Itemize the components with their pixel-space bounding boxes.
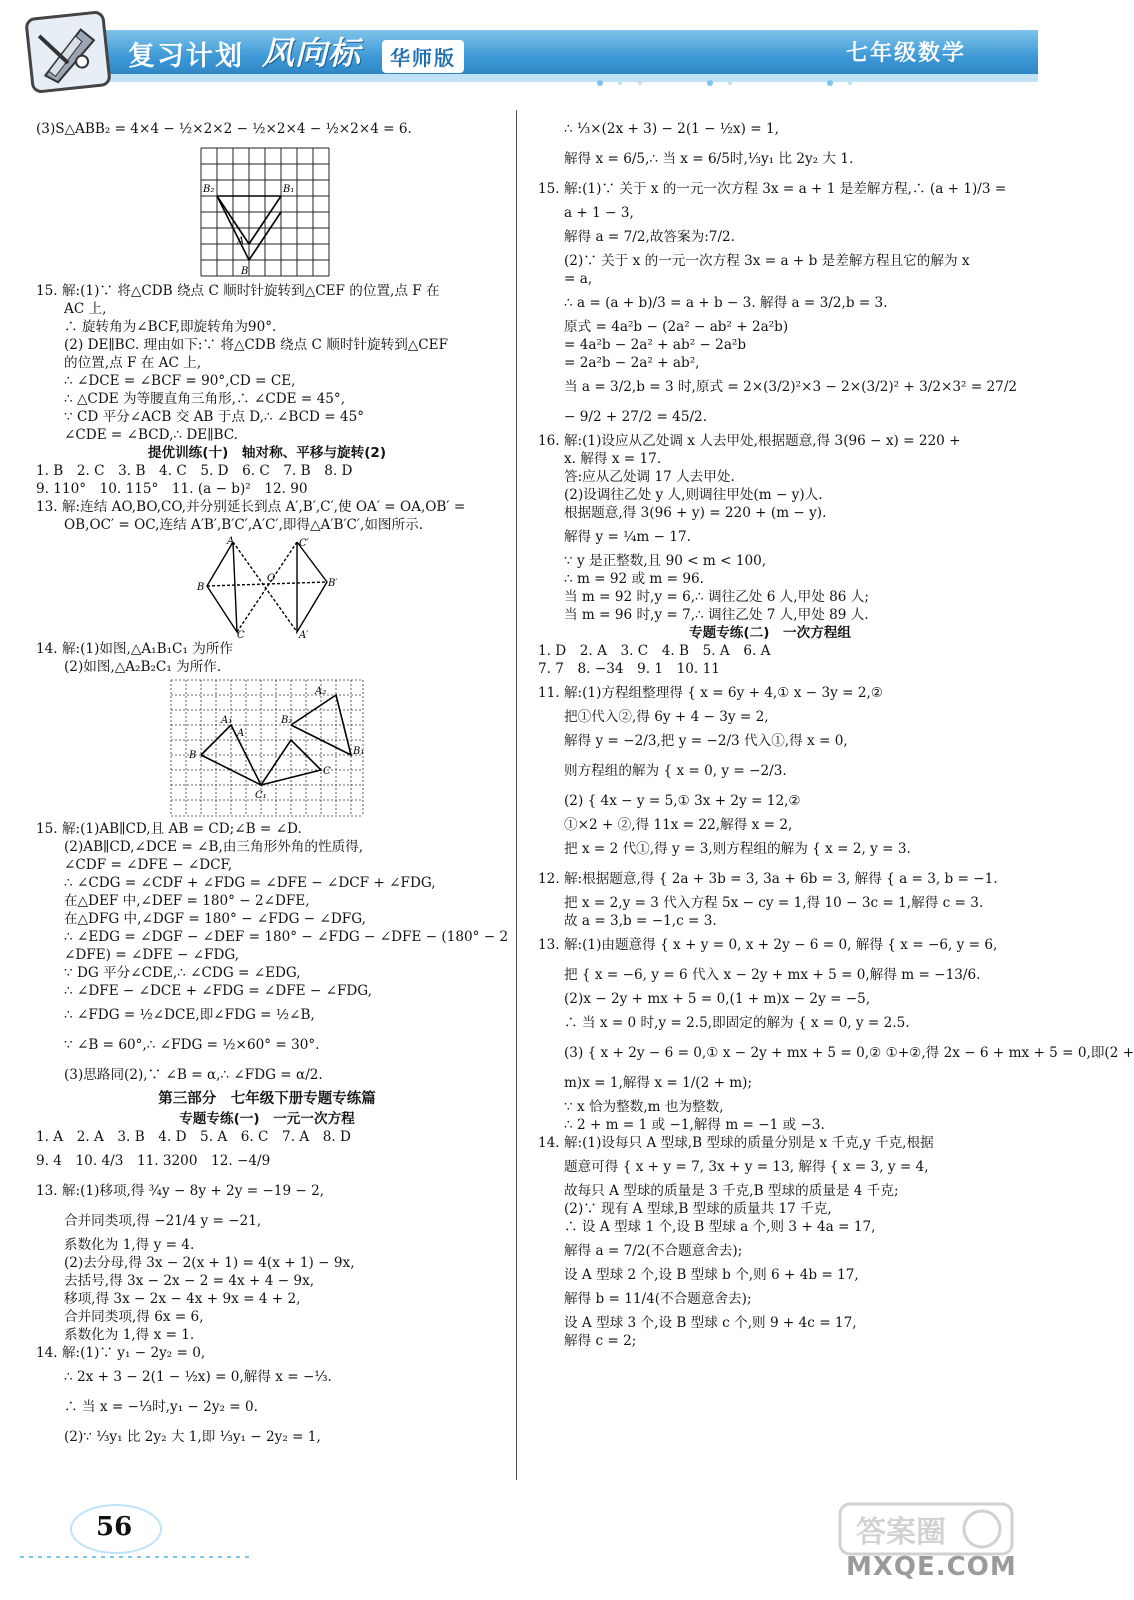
answer-line: 13. 解:(1)移项,得 ¾y − 8y + 2y = −19 − 2, bbox=[36, 1183, 325, 1199]
fig2-label: C′ bbox=[299, 538, 309, 549]
answer-line: 把①代入②,得 6y + 4 − 3y = 2, bbox=[564, 709, 769, 725]
fig2-label: B′ bbox=[328, 578, 338, 589]
answer-line: 1. D 2. A 3. C 4. B 5. A 6. A bbox=[538, 643, 771, 659]
answer-line: (2)设调往乙处 y 人,则调往甲处(m − y)人. bbox=[564, 487, 823, 503]
answer-line: ∵ y 是正整数,且 90 < m < 100, bbox=[564, 553, 767, 569]
answer-line: = a, bbox=[564, 271, 593, 287]
left-column bbox=[36, 114, 509, 1452]
answer-line: 系数化为 1,得 x = 1. bbox=[64, 1327, 195, 1343]
answer-line: (2)如图,△A₂B₂C₁ 为所作. bbox=[64, 659, 222, 675]
answer-line: 在△DFG 中,∠DGF = 180° − ∠FDG − ∠DFG, bbox=[64, 911, 366, 927]
watermark-text: MXQE.COM bbox=[846, 1552, 1017, 1582]
answer-line: 在△DEF 中,∠DEF = 180° − 2∠DFE, bbox=[64, 893, 310, 909]
section-title: 提优训练(十) 轴对称、平移与旋转(2) bbox=[147, 445, 387, 461]
fig3-label: A bbox=[237, 728, 245, 739]
answer-line: 16. 解:(1)设应从乙处调 x 人去甲处,根据题意,得 3(96 − x) = 220 + bbox=[538, 433, 961, 449]
answer-line: 11. 解:(1)方程组整理得 { x = 6y + 4,① x − 3y = 2,② bbox=[538, 685, 883, 701]
answer-line: ∴ ∠CDG = ∠CDF + ∠FDG = ∠DFE − ∠DCF + ∠FDG, bbox=[64, 875, 436, 891]
answer-line: 13. 解:(1)由题意得 { x + y = 0, x + 2y − 6 = 0, 解得 { x = −6, y = 6, bbox=[538, 937, 998, 953]
answer-line: 14. 解:(1)如图,△A₁B₁C₁ 为所作 bbox=[36, 641, 233, 657]
answer-line: 解得 x = 6/5,∴ 当 x = 6/5时,⅓y₁ 比 2y₂ 大 1. bbox=[564, 151, 854, 167]
answer-line: 解得 a = 7/2,故答案为:7/2. bbox=[564, 229, 735, 245]
series-logo-icon bbox=[24, 10, 112, 94]
answer-line: ∴ 当 x = 0 时,y = 2.5,即固定的解为 { x = 0, y = 2.5. bbox=[564, 1015, 910, 1031]
answer-line: ∴ ∠FDG = ½∠DCE,即∠FDG = ½∠B, bbox=[64, 1007, 315, 1023]
answer-line: ∴ a = (a + b)/3 = a + b − 3. 解得 a = 3/2,b = 3. bbox=[564, 295, 888, 311]
answer-line: (2) DE∥BC. 理由如下:∵ 将△CDB 绕点 C 顺时针旋转到△CEF bbox=[64, 337, 449, 353]
answer-line: (2)去分母,得 3x − 2(x + 1) = 4(x + 1) − 9x, bbox=[64, 1255, 355, 1271]
answer-line: 1. A 2. A 3. B 4. D 5. A 6. C 7. A 8. D bbox=[36, 1129, 351, 1145]
answer-line: 当 m = 92 时,y = 6,∴ 调往乙处 6 人,甲处 86 人; bbox=[564, 589, 869, 605]
answer-line: 把 x = 2 代①,得 y = 3,则方程组的解为 { x = 2, y = 3. bbox=[564, 841, 911, 857]
answer-line: ∴ ∠DCE = ∠BCF = 90°,CD = CE, bbox=[64, 373, 296, 389]
answer-line: 系数化为 1,得 y = 4. bbox=[64, 1237, 195, 1253]
fig3-label: C₁ bbox=[255, 790, 267, 801]
answer-line: ∵ CD 平分∠ACB 交 AB 于点 D,∴ ∠BCD = 45° bbox=[64, 409, 365, 425]
header-title: 复习计划 bbox=[128, 41, 244, 72]
answer-line: ∴ ⅓×(2x + 3) − 2(1 − ½x) = 1, bbox=[564, 121, 779, 137]
answer-line: 解得 y = ¼m − 17. bbox=[564, 529, 691, 545]
grid-figure-2 bbox=[167, 678, 367, 818]
answer-line: ∴ 设 A 型球 1 个,设 B 型球 a 个,则 3 + 4a = 17, bbox=[564, 1219, 876, 1235]
footer-dots-decoration bbox=[20, 1554, 250, 1560]
answer-line: 13. 解:连结 AO,BO,CO,并分别延长到点 A′,B′,C′,使 OA′ = OA,OB′ = bbox=[36, 499, 466, 515]
answer-line: ∠CDE = ∠BCD,∴ DE∥BC. bbox=[64, 427, 238, 443]
fig2-label: A′ bbox=[299, 630, 309, 641]
answer-line: (2) { 4x − y = 5,① 3x + 2y = 12,② bbox=[564, 793, 801, 809]
answer-line: 把 x = 2,y = 3 代入方程 5x − cy = 1,得 10 − 3c = 1,解得 c = 3. bbox=[564, 895, 984, 911]
answer-line: = 4a²b − 2a² + ab² − 2a²b bbox=[564, 337, 747, 353]
answer-line: x. 解得 x = 17. bbox=[564, 451, 662, 467]
answer-line: 答:应从乙处调 17 人去甲处. bbox=[564, 469, 735, 485]
answer-line: (2)∵ ⅓y₁ 比 2y₂ 大 1,即 ⅓y₁ − 2y₂ = 1, bbox=[64, 1429, 321, 1445]
answer-line: 当 m = 96 时,y = 7,∴ 调往乙处 7 人,甲处 89 人. bbox=[564, 607, 869, 623]
answer-line: 12. 解:根据题意,得 { 2a + 3b = 3, 3a + 6b = 3, 解得 { a = 3, b = −1. bbox=[538, 871, 998, 887]
page-footer bbox=[0, 1490, 1038, 1600]
answer-line: ∴ 当 x = −⅓时,y₁ − 2y₂ = 0. bbox=[64, 1399, 258, 1415]
answer-line: ∴ ∠DFE − ∠DCE + ∠FDG = ∠DFE − ∠FDG, bbox=[64, 983, 372, 999]
answer-line: OB,OC′ = OC,连结 A′B′,B′C′,A′C′,即得△A′B′C′,如图所示. bbox=[64, 517, 424, 533]
answer-line: ∠DFE) = ∠DFE − ∠FDG, bbox=[64, 947, 240, 963]
answer-line: ①×2 + ②,得 11x = 22,解得 x = 2, bbox=[564, 817, 793, 833]
answer-line: 15. 解:(1)AB∥CD,且 AB = CD;∠B = ∠D. bbox=[36, 821, 302, 837]
header-band-light bbox=[96, 74, 1038, 82]
answer-line: 1. B 2. C 3. B 4. C 5. D 6. C 7. B 8. D bbox=[36, 463, 353, 479]
answer-line: a + 1 − 3, bbox=[564, 205, 634, 221]
fig1-label: A bbox=[237, 236, 245, 247]
answer-line: (3)S△ABB₂ = 4×4 − ½×2×2 − ½×2×4 − ½×2×4 = 6. bbox=[36, 121, 412, 137]
answer-line: 的位置,点 F 在 AC 上, bbox=[64, 355, 202, 371]
answer-line: ∴ 旋转角为∠BCF,即旋转角为90°. bbox=[64, 319, 277, 335]
header-edition: 华师版 bbox=[382, 40, 464, 73]
header-subject: 七年级数学 bbox=[845, 41, 966, 66]
answer-line: 把 { x = −6, y = 6 代入 x − 2y + mx + 5 = 0,解得 m = −13/6. bbox=[564, 967, 981, 983]
fig2-label: A bbox=[227, 536, 235, 547]
answer-line: 解得 a = 7/2(不合题意舍去); bbox=[564, 1243, 743, 1259]
answer-line: ∠CDF = ∠DFE − ∠DCF, bbox=[64, 857, 233, 873]
page-number: 56 bbox=[96, 1512, 133, 1542]
answer-line: ∴ m = 92 或 m = 96. bbox=[564, 571, 704, 587]
section-title: 专题专练(一) 一元一次方程 bbox=[179, 1111, 355, 1127]
answer-line: AC 上, bbox=[64, 301, 107, 317]
answer-line: 14. 解:(1)设每只 A 型球,B 型球的质量分别是 x 千克,y 千克,根据 bbox=[538, 1135, 934, 1151]
fig3-label: B bbox=[189, 750, 197, 761]
column-divider bbox=[516, 110, 517, 1480]
section-title: 专题专练(二) 一次方程组 bbox=[689, 625, 851, 641]
fig2-label: B bbox=[197, 582, 205, 593]
fig1-label: B₁ bbox=[283, 184, 295, 195]
fig1-label: B bbox=[241, 266, 249, 277]
fig3-label: B₁ bbox=[353, 746, 365, 757]
answer-line: (2)AB∥CD,∠DCE = ∠B,由三角形外角的性质得, bbox=[64, 839, 364, 855]
answer-line: ∵ ∠B = 60°,∴ ∠FDG = ½×60° = 30°. bbox=[64, 1037, 320, 1053]
fig3-label: B₂ bbox=[281, 715, 293, 726]
answer-line: m)x = 1,解得 x = 1/(2 + m); bbox=[564, 1075, 753, 1091]
answer-line: (3)思路同(2),∵ ∠B = α,∴ ∠FDG = α/2. bbox=[64, 1067, 323, 1083]
answer-line: 15. 解:(1)∵ 将△CDB 绕点 C 顺时针旋转到△CEF 的位置,点 F 在 bbox=[36, 283, 440, 299]
answer-line: − 9/2 + 27/2 = 45/2. bbox=[564, 409, 708, 425]
answer-line: 解得 y = −2/3,把 y = −2/3 代入①,得 x = 0, bbox=[564, 733, 848, 749]
fig2-label: C bbox=[237, 630, 245, 641]
fig2-label: O bbox=[267, 573, 276, 584]
fig3-label: C bbox=[323, 766, 331, 777]
header-dots-decoration bbox=[590, 78, 890, 88]
rotation-figure bbox=[197, 536, 338, 641]
answer-line: ∵ x 恰为整数,m 也为整数, bbox=[564, 1099, 724, 1115]
right-column bbox=[538, 114, 1134, 1350]
answer-line: 设 A 型球 3 个,设 B 型球 c 个,则 9 + 4c = 17, bbox=[564, 1315, 857, 1331]
answer-line: 合并同类项,得 −21/4 y = −21, bbox=[64, 1213, 262, 1229]
answer-line: 解得 c = 2; bbox=[564, 1333, 637, 1349]
answer-line: 15. 解:(1)∵ 关于 x 的一元一次方程 3x = a + 1 是差解方程,∴ (a + 1)/3 = bbox=[538, 181, 1007, 197]
part-title: 第三部分 七年级下册专题专练篇 bbox=[158, 1091, 376, 1107]
answer-line: 去括号,得 3x − 2x − 2 = 4x + 4 − 9x, bbox=[64, 1273, 315, 1289]
answer-line: 移项,得 3x − 2x − 4x + 9x = 4 + 2, bbox=[64, 1291, 301, 1307]
answer-line: 9. 110° 10. 115° 11. (a − b)² 12. 90 bbox=[36, 481, 308, 497]
answer-line: ∴ 2 + m = 1 或 −1,解得 m = −1 或 −3. bbox=[564, 1117, 825, 1133]
fig1-label: B₂ bbox=[203, 184, 215, 195]
answer-line: 故 a = 3,b = −1,c = 3. bbox=[564, 913, 717, 929]
grid-figure-1 bbox=[197, 146, 337, 280]
answer-line: ∴ △CDE 为等腰直角三角形,∴ ∠CDE = 45°, bbox=[64, 391, 346, 407]
header-brand: 风向标 bbox=[262, 34, 362, 72]
answer-line: (3) { x + 2y − 6 = 0,① x − 2y + mx + 5 = 0,② ①+②,得 2x − 6 + mx + 5 = 0,即(2 + bbox=[564, 1045, 1134, 1061]
answer-line: = 2a²b − 2a² + ab², bbox=[564, 355, 700, 371]
fig3-label: A₁ bbox=[221, 715, 233, 726]
answer-line: (2)∵ 现有 A 型球,B 型球的质量共 17 千克, bbox=[564, 1201, 832, 1217]
page-header bbox=[0, 0, 1038, 96]
answer-line: 则方程组的解为 { x = 0, y = −2/3. bbox=[564, 763, 787, 779]
answer-line: 原式 = 4a²b − (2a² − ab² + 2a²b) bbox=[564, 319, 789, 335]
answer-line: ∴ 2x + 3 − 2(1 − ½x) = 0,解得 x = −⅓. bbox=[64, 1369, 332, 1385]
answer-line: 故每只 A 型球的质量是 3 千克,B 型球的质量是 4 千克; bbox=[564, 1183, 899, 1199]
answer-line: ∴ ∠EDG = ∠DGF − ∠DEF = 180° − ∠FDG − ∠DFE − (180° − 2 bbox=[64, 929, 509, 945]
answer-line: (2)∵ 关于 x 的一元一次方程 3x = a + b 是差解方程且它的解为 x bbox=[564, 253, 970, 269]
watermark-logo-text: 答案圈 bbox=[856, 1515, 946, 1550]
answer-line: 7. 7 8. −34 9. 1 10. 11 bbox=[538, 661, 720, 677]
answer-line: (2)x − 2y + mx + 5 = 0,(1 + m)x − 2y = −5, bbox=[564, 991, 871, 1007]
fig3-label: A₂ bbox=[315, 686, 327, 697]
answer-line: 合并同类项,得 6x = 6, bbox=[64, 1309, 204, 1325]
answer-line: 当 a = 3/2,b = 3 时,原式 = 2×(3/2)²×3 − 2×(3/2)² + 3/2×3² = 27/2 bbox=[564, 379, 1018, 395]
answer-line: 题意可得 { x + y = 7, 3x + y = 13, 解得 { x = 3, y = 4, bbox=[564, 1159, 929, 1175]
answer-line: ∵ DG 平分∠CDE,∴ ∠CDG = ∠EDG, bbox=[64, 965, 301, 981]
answer-line: 设 A 型球 2 个,设 B 型球 b 个,则 6 + 4b = 17, bbox=[564, 1267, 859, 1283]
answer-line: 根据题意,得 3(96 + y) = 220 + (m − y). bbox=[564, 505, 827, 521]
answer-line: 14. 解:(1)∵ y₁ − 2y₂ = 0, bbox=[36, 1345, 206, 1361]
answer-line: 9. 4 10. 4/3 11. 3200 12. −4/9 bbox=[36, 1153, 271, 1169]
answer-line: 解得 b = 11/4(不合题意舍去); bbox=[564, 1291, 752, 1307]
